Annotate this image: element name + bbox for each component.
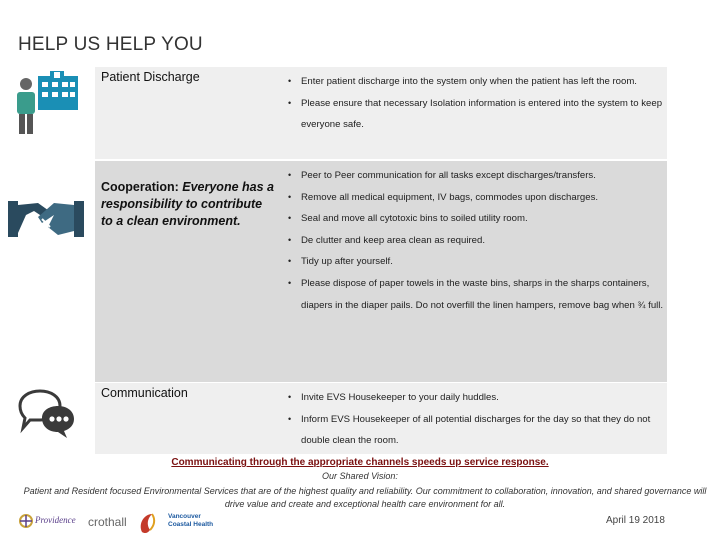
providence-logo (18, 510, 80, 536)
bullet-item: • Seal and move all cytotoxic bins to soiled utility room. (280, 208, 667, 230)
row-label-rest: Everyone has a responsibility to contribute to a clean environment. (101, 180, 274, 228)
row-label: Patient Discharge (101, 70, 200, 84)
row-label-lead: Cooperation: (101, 180, 183, 194)
bullet-item: • Tidy up after yourself. (280, 251, 667, 273)
row-communication (95, 383, 667, 454)
providence-logo-text: Providence (35, 515, 76, 525)
bullet-item: • Enter patient discharge into the system only when the patient has left the room. (280, 71, 667, 93)
swirl-logo (136, 510, 158, 536)
bullet-item: • Peer to Peer communication for all tasks except discharges/transfers. (280, 165, 667, 187)
row-label-cell (95, 383, 280, 454)
bullet-item: • Invite EVS Housekeeper to your daily huddles. (280, 387, 667, 409)
row-label (95, 161, 280, 233)
bullet-item: • Remove all medical equipment, IV bags, commodes upon discharges. (280, 187, 667, 209)
vch-logo-text: Vancouver Coastal Health (168, 513, 214, 528)
row-bullets-cell (280, 161, 667, 382)
row-label-cell (95, 161, 280, 382)
vision-statement: Patient and Resident focused Environmental Services that are of the highest quality and reliability. Our commitment to collaboration, innovation, and shared governance will drive value and create and exceptional health care environment for all. (23, 486, 707, 509)
row-patient-discharge (95, 67, 667, 159)
row-bullets-cell (280, 383, 667, 454)
handshake-icon (8, 195, 84, 245)
row-bullets-cell (280, 67, 667, 159)
crothall-logo-text: crothall (88, 515, 127, 529)
bullet-item: • Inform EVS Housekeeper of all potential discharges for the day so that they do not double clean the room. (280, 409, 667, 452)
page-title: HELP US HELP YOU (18, 34, 203, 55)
row-label: Communication (101, 386, 188, 400)
row-label-cell (95, 67, 280, 159)
vch-logo (168, 510, 222, 536)
row-cooperation (95, 161, 667, 382)
bullet-item: • Please ensure that necessary Isolation information is entered into the system to keep everyone safe. (280, 93, 667, 136)
crothall-logo (88, 510, 134, 536)
bullet-item: • De clutter and keep area clean as required. (280, 230, 667, 252)
service-response-link[interactable]: Communicating through the appropriate channels speeds up service response. (171, 457, 549, 468)
bullet-item: • Please dispose of paper towels in the waste bins, sharps in the sharps containers, diapers in the diaper pails. Do not overfill the linen hampers, remove bag when ¾ full. (280, 273, 667, 316)
speech-bubbles-icon (16, 388, 78, 440)
vision-title: Our Shared Vision: (322, 471, 398, 481)
date-label: April 19 2018 (606, 515, 665, 526)
hospital-person-icon (10, 70, 82, 136)
